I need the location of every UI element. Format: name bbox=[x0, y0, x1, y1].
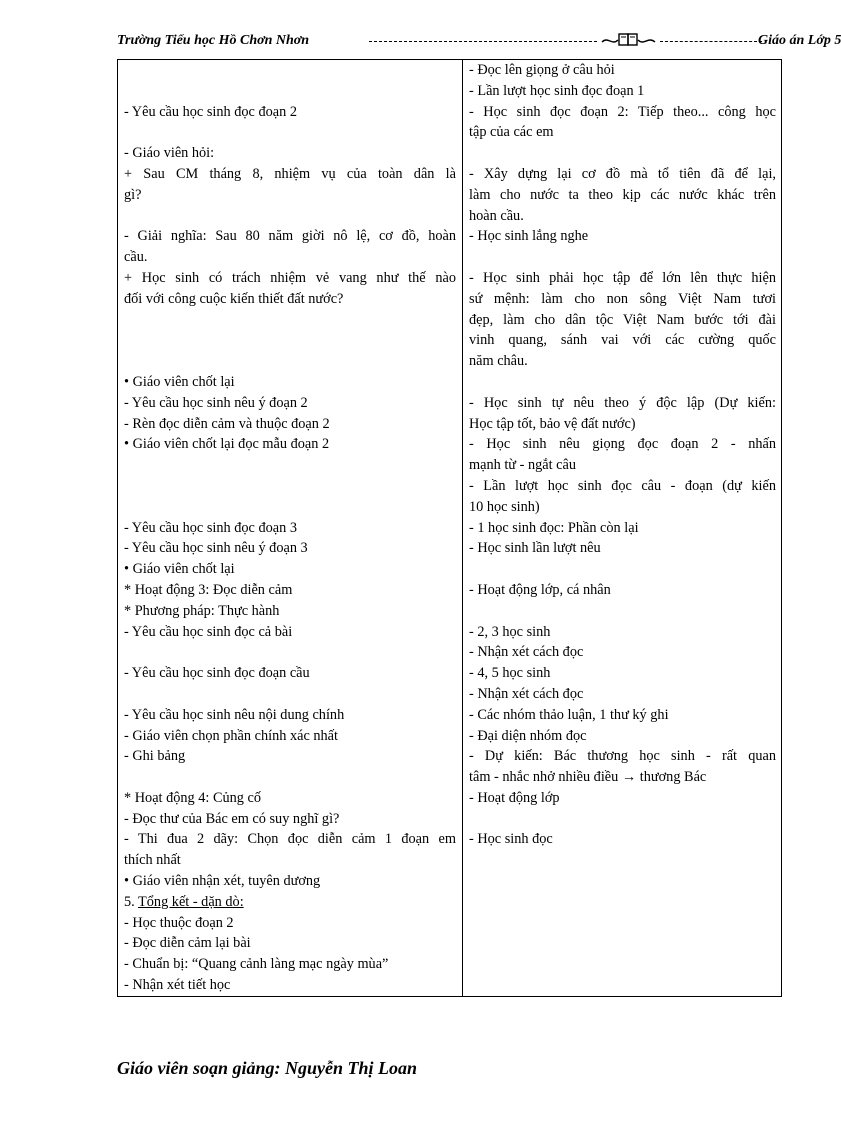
header-dashed-line bbox=[369, 41, 597, 42]
teacher-activity-line: thích nhất bbox=[124, 852, 181, 869]
teacher-activity-line: - Giáo viên hỏi: bbox=[124, 145, 215, 162]
teacher-activity-line: - Yêu cầu học sinh đọc cả bài bbox=[124, 623, 293, 640]
student-activity-line: vinh quang, sánh vai với các cường quốc bbox=[469, 332, 776, 349]
teacher-activity-line: * Hoạt động 3: Đọc diễn cảm bbox=[124, 581, 293, 598]
teacher-activity-line: - Yêu cầu học sinh đọc đoạn 3 bbox=[124, 519, 297, 536]
teacher-activity-line: • Giáo viên chốt lại bbox=[124, 561, 235, 578]
student-activity-line: - Hoạt động lớp, cá nhân bbox=[469, 581, 611, 598]
teacher-activity-line bbox=[124, 767, 456, 788]
student-activity-line: - Học sinh phải học tập để lớn lên thực hiện bbox=[469, 269, 776, 286]
student-activity-line bbox=[469, 247, 776, 268]
student-activity-line: - Lần lượt học sinh đọc đoạn 1 bbox=[469, 82, 645, 99]
book-ornament-icon bbox=[598, 30, 658, 50]
student-activity-line: - Xây dựng lại cơ đồ mà tổ tiên đã để lại, bbox=[469, 165, 776, 182]
teacher-activity-line: - Yêu cầu học sinh nêu nội dung chính bbox=[124, 706, 345, 723]
student-activity-line: - Các nhóm thảo luận, 1 thư ký ghi bbox=[469, 706, 669, 723]
student-activity-line: mạnh từ - ngắt câu bbox=[469, 457, 576, 474]
teacher-activity-line bbox=[124, 351, 456, 372]
student-activity-line: tâm - nhắc nhở nhiều điều → thương Bác bbox=[469, 769, 707, 786]
lesson-plan-grade: Giáo án Lớp 5 bbox=[758, 33, 841, 48]
footer-teacher-signature: Giáo viên soạn giảng: Nguyễn Thị Loan bbox=[117, 1058, 418, 1078]
student-activities-column bbox=[469, 60, 776, 850]
student-activity-line: - Hoạt động lớp bbox=[469, 789, 560, 806]
student-activity-line bbox=[469, 809, 776, 830]
student-activity-line: - Học sinh lắng nghe bbox=[469, 228, 589, 245]
teacher-activity-line bbox=[124, 81, 456, 102]
teacher-activity-line: - Chuẩn bị: “Quang cảnh làng mạc ngày mùa” bbox=[124, 956, 389, 973]
teacher-activity-line: - Đọc diễn cảm lại bài bbox=[124, 935, 251, 952]
student-activity-line: - Lần lượt học sinh đọc câu - đoạn (dự kiến bbox=[469, 477, 776, 494]
teacher-activity-line: - Giải nghĩa: Sau 80 năm giời nô lệ, cơ đồ, hoàn bbox=[124, 228, 456, 245]
teacher-activity-line: - Rèn đọc diễn cảm và thuộc đoạn 2 bbox=[124, 415, 330, 432]
teacher-activity-line: - Nhận xét tiết học bbox=[124, 977, 231, 994]
student-activity-line: năm châu. bbox=[469, 353, 528, 370]
teacher-activity-line: cầu. bbox=[124, 249, 148, 266]
student-activity-line: - 4, 5 học sinh bbox=[469, 665, 551, 682]
section-number: 5. bbox=[124, 893, 139, 910]
teacher-activity-line: • Giáo viên nhận xét, tuyên dương bbox=[124, 873, 321, 890]
teacher-activity-line: đối với công cuộc kiến thiết đất nước? bbox=[124, 290, 344, 307]
teacher-activity-line bbox=[124, 330, 456, 351]
teacher-activity-line: - Yêu cầu học sinh đọc đoạn 2 bbox=[124, 103, 297, 120]
page-header bbox=[117, 30, 841, 52]
student-activity-line bbox=[469, 372, 776, 393]
teacher-activity-line bbox=[124, 497, 456, 518]
teacher-activity-line: - Học thuộc đoạn 2 bbox=[124, 914, 234, 931]
teacher-activity-line bbox=[124, 60, 456, 81]
header-dashed-line-right bbox=[660, 41, 762, 42]
student-activity-line: sứ mệnh: làm cho non sông Việt Nam tươi bbox=[469, 290, 776, 307]
student-activity-line: - Học sinh đọc bbox=[469, 831, 553, 848]
school-name: Trường Tiểu học Hồ Chơn Nhơn bbox=[117, 33, 310, 48]
student-activity-line: - 1 học sinh đọc: Phần còn lại bbox=[469, 519, 639, 536]
teacher-activity-line: - Đọc thư của Bác em có suy nghĩ gì? bbox=[124, 810, 340, 827]
teacher-activity-line: - Giáo viên chọn phần chính xác nhất bbox=[124, 727, 338, 744]
teacher-activity-line bbox=[124, 476, 456, 497]
teacher-activity-line: * Hoạt động 4: Củng cố bbox=[124, 789, 262, 806]
teacher-activity-line bbox=[124, 892, 456, 913]
student-activity-line bbox=[469, 601, 776, 622]
teacher-activity-line bbox=[124, 642, 456, 663]
lesson-table bbox=[117, 59, 782, 997]
student-activity-line bbox=[469, 559, 776, 580]
teacher-activities-column bbox=[124, 60, 456, 996]
teacher-activity-line bbox=[124, 122, 456, 143]
teacher-activity-line: • Giáo viên chốt lại bbox=[124, 373, 235, 390]
student-activity-line: hoàn cầu. bbox=[469, 207, 524, 224]
teacher-activity-line: + Sau CM tháng 8, nhiệm vụ của toàn dân là bbox=[124, 165, 456, 182]
student-activity-line: - Học sinh đọc đoạn 2: Tiếp theo... công học bbox=[469, 103, 776, 120]
teacher-activity-line: gì? bbox=[124, 186, 142, 203]
teacher-activity-line: - Yêu cầu học sinh nêu ý đoạn 3 bbox=[124, 540, 308, 557]
section-heading-underlined: Tổng kết - dặn dò: bbox=[138, 893, 244, 910]
student-activity-line: Học tập tốt, bảo vệ đất nước) bbox=[469, 415, 636, 432]
student-activity-line: đẹp, làm cho dân tộc Việt Nam bước tới đài bbox=[469, 311, 776, 328]
student-activity-line: - Học sinh tự nêu theo ý độc lập (Dự kiến: bbox=[469, 394, 776, 411]
column-divider bbox=[462, 60, 463, 996]
student-activity-line: - Dự kiến: Bác thương học sinh - rất quan bbox=[469, 748, 776, 765]
student-activity-line: - 2, 3 học sinh bbox=[469, 623, 551, 640]
student-activity-line: - Nhận xét cách đọc bbox=[469, 644, 584, 661]
student-activity-line: - Đọc lên giọng ở câu hỏi bbox=[469, 62, 615, 78]
teacher-activity-line: - Thi đua 2 dãy: Chọn đọc diễn cảm 1 đoạn em bbox=[124, 831, 456, 848]
teacher-activity-line: * Phương pháp: Thực hành bbox=[124, 602, 280, 619]
teacher-activity-line: - Yêu cầu học sinh đọc đoạn cầu bbox=[124, 665, 310, 682]
teacher-activity-line bbox=[124, 684, 456, 705]
student-activity-line: - Nhận xét cách đọc bbox=[469, 685, 584, 702]
teacher-activity-line bbox=[124, 206, 456, 227]
teacher-activity-line bbox=[124, 455, 456, 476]
student-activity-line: - Học sinh nêu giọng đọc đoạn 2 - nhấn bbox=[469, 436, 776, 453]
student-activity-line: - Đại diện nhóm đọc bbox=[469, 727, 587, 744]
student-activity-line: - Học sinh lần lượt nêu bbox=[469, 540, 601, 557]
student-activity-line: 10 học sinh) bbox=[469, 498, 540, 515]
teacher-activity-line: • Giáo viên chốt lại đọc mẫu đoạn 2 bbox=[124, 436, 330, 453]
student-activity-line bbox=[469, 143, 776, 164]
student-activity-line: làm cho nước ta theo kịp các nước khác trên bbox=[469, 186, 776, 203]
student-activity-line: tập của các em bbox=[469, 124, 554, 141]
teacher-activity-line: + Học sinh có trách nhiệm vẻ vang như thế nào bbox=[124, 269, 456, 286]
teacher-activity-line bbox=[124, 310, 456, 331]
teacher-activity-line: - Yêu cầu học sinh nêu ý đoạn 2 bbox=[124, 394, 308, 411]
teacher-activity-line: - Ghi bảng bbox=[124, 748, 186, 765]
